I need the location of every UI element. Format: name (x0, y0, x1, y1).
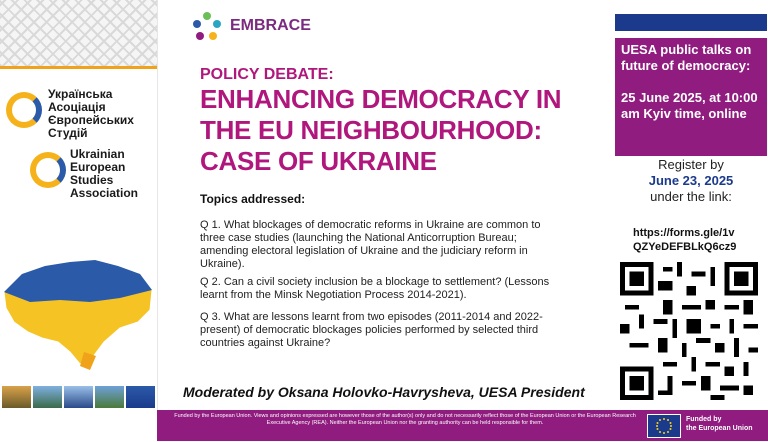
question-1: Q 1. What blockages of democratic reforms in Ukraine are common to three case studies (launching the National Anticorruption Bureau; amending electoral legislation of Ukraine and the judiciary reform in Ukraine). (200, 219, 541, 270)
eu-flag-icon (647, 414, 681, 438)
register-prefix: Register by (658, 157, 724, 172)
event-info-box (615, 38, 767, 156)
uesa-en-text: Ukrainian European Studies Association (70, 147, 139, 200)
promo-text: UESA public talks on future of democracy: (621, 42, 752, 73)
photo-thumbnail (126, 386, 155, 408)
event-title (200, 84, 600, 177)
title-line: CASE OF UKRAINE (200, 146, 437, 176)
photo-thumbnail (2, 386, 31, 408)
embroidery-ornament (0, 0, 157, 66)
eu-stars-icon (648, 415, 680, 437)
eu-line: the European Union (686, 425, 753, 432)
link-line: QZYeDEFBLkQ6cz9 (633, 241, 737, 253)
register-deadline: June 23, 2025 (648, 173, 734, 188)
registration-note (615, 157, 767, 205)
uesa-ring-icon (30, 152, 66, 188)
embrace-star-icon (192, 11, 222, 41)
title-line: THE EU NEIGHBOURHOOD: (200, 115, 542, 145)
uesa-ring-icon (6, 92, 42, 128)
uesa-ua-text: Українська Асоціація Європейських Студій (48, 87, 134, 140)
question-3: Q 3. What are lessons learnt from two episodes (2011-2014 and 2022-present) of democratic blockages policies performed by selected third countries against Ukraine? (200, 311, 543, 349)
photo-strip (2, 386, 155, 408)
eu-funding-label (686, 415, 753, 433)
topics-heading: Topics addressed: (200, 192, 306, 206)
registration-link[interactable] (633, 226, 763, 254)
embrace-name: EMBRACE (230, 17, 311, 34)
photo-thumbnail (95, 386, 124, 408)
embrace-logo (192, 9, 322, 49)
funding-disclaimer: Funded by the European Union. Views and opinions expressed are however those of the author(s) only and do not necessarily reflect those of the European Union or the European Research Executive Agency (REA). Neither the European Union nor the granting authority can be held responsible for them. (174, 413, 636, 426)
uesa-logo-ukrainian (6, 86, 156, 140)
question-2: Q 2. Can a civil society inclusion be a blockage to settlement? (Lessons learnt from the Minsk Negotiation Process 2014-2021). (200, 276, 550, 301)
photo-thumbnail (33, 386, 62, 408)
event-kicker: POLICY DEBATE: (200, 66, 334, 83)
link-line: https://forms.gle/1v (633, 227, 735, 239)
ukraine-map-icon (0, 252, 157, 380)
moderator-line: Moderated by Oksana Holovko-Havrysheva, UESA President (183, 384, 585, 400)
ornament-stripe (0, 66, 157, 69)
photo-thumbnail (64, 386, 93, 408)
header-bar (615, 14, 767, 31)
eu-line: Funded by (686, 416, 722, 423)
title-line: ENHANCING DEMOCRACY IN (200, 84, 562, 114)
event-datetime: 25 June 2025, at 10:00 am Kyiv time, online (621, 90, 758, 121)
qr-code-icon[interactable] (620, 262, 758, 400)
uesa-logo-english (30, 147, 156, 200)
register-suffix: under the link: (650, 189, 732, 204)
